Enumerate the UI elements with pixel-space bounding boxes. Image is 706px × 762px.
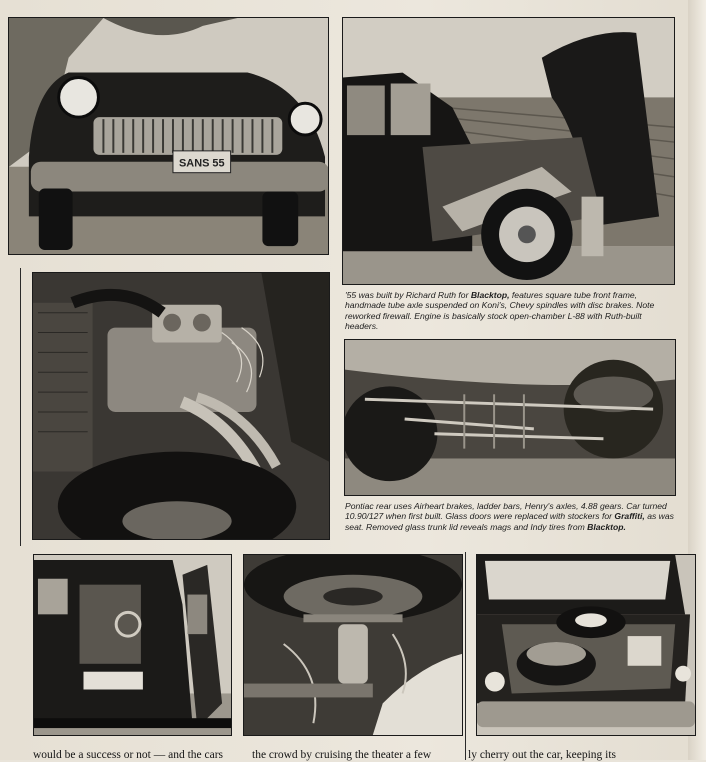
photo-door-open-interior: [33, 554, 232, 736]
photo-trunk-open: [476, 554, 696, 736]
photo-car-side-hood-open: [342, 17, 675, 285]
caption-title-bold: Graffiti,: [614, 511, 645, 522]
caption-title-bold: Blacktop,: [470, 290, 510, 300]
caption-rear-end: [345, 501, 678, 532]
photo-engine-bay: [32, 272, 330, 540]
caption-text-part: features square tube front frame, handmade tube axle suspended on Koni's, Chevy spindles with disc brakes. Note reworked firewall. Engine is basically stock open-chamber L-88 with Ruth-built headers.: [345, 290, 655, 332]
caption-text-part: Pontiac rear uses Airheart brakes, ladder bars, Henry's axles, 4.88 gears. Car turned 10.90/127 when first built. Glass doors were replaced with stockers for: [345, 501, 667, 522]
caption-text-part: as was seat. Removed glass trunk lid reveals mags and Indy tires from: [345, 511, 674, 532]
photo-spare-tire-fuel-cell: [243, 554, 463, 736]
photo-rear-suspension: [344, 339, 676, 496]
column-rule-right: [465, 552, 466, 760]
body-text-col2: the crowd by cruising the theater a few: [252, 749, 432, 761]
caption-front-frame: [345, 290, 675, 332]
photo-car-front: [8, 17, 329, 255]
caption-text-part: '55 was built by Richard Ruth for: [345, 290, 471, 300]
license-plate-text: SANS 55: [179, 157, 225, 170]
body-text-col3: ly cherry out the car, keeping its: [468, 749, 617, 761]
caption-title-bold: Blacktop.: [587, 521, 626, 532]
body-text-col1: would be a success or not — and the cars: [33, 749, 224, 761]
column-rule-left: [20, 268, 21, 546]
